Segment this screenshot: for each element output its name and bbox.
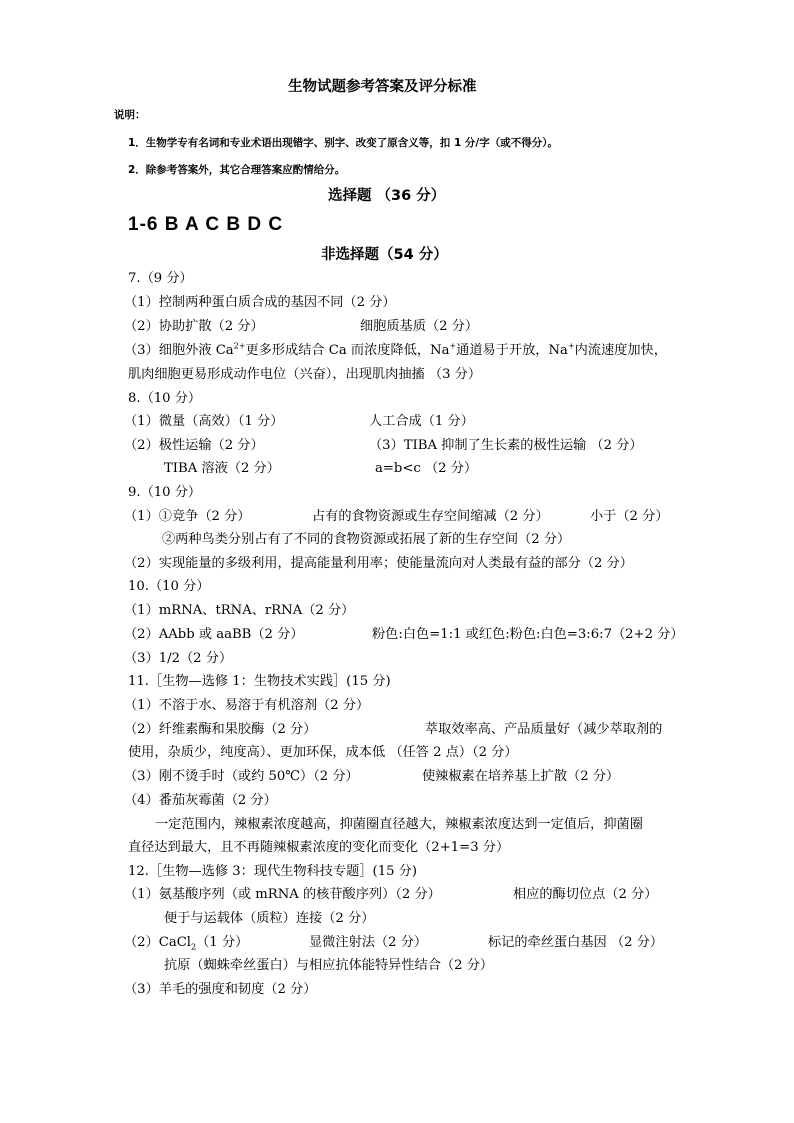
q10-heading: 10.（10 分） [128, 579, 210, 594]
q7-answer-3: （3）细胞外液 $Ca^{2+}$更多形成结合 Ca 而浓度降低，Na+通道易于开放，Na+内流速度加快， [124, 341, 667, 358]
q11-answer-2a: （2）纤维素酶和果胶酶（2 分） [124, 722, 317, 737]
note-2: 2．除参考答案外，其它合理答案应酌情给分。 [128, 164, 346, 176]
mc-answers: 1-6 B A C B D C [128, 214, 284, 235]
q9-answer-2: （2）实现能量的多级利用，提高能量利用率；使能量流向对人类最有益的部分（2 分） [124, 556, 633, 571]
q10-answer-2a: （2）AAbb 或 aaBB（2 分） [124, 627, 304, 642]
q10-answer-1: （1）mRNA、tRNA、rRNA（2 分） [124, 603, 355, 618]
q11-answer-3b: 使辣椒素在培养基上扩散（2 分） [422, 769, 620, 784]
q12-heading: 12.［生物—选修 3：现代生物科技专题］(15 分) [128, 864, 418, 879]
note-label: 说明： [114, 109, 146, 121]
q8-answer-1a: （1）微量（高效）（1 分） [124, 414, 284, 429]
q9-answer-1b: 占有的食物资源或生存空间缩减（2 分） [312, 509, 549, 524]
q11-answer-2c: 使用，杂质少，纯度高）、更加环保，成本低 （任答 2 点）（2 分） [128, 745, 518, 760]
q8-answer-1b: 人工合成（1 分） [369, 414, 474, 429]
q11-answer-6: 直径达到最大，且不再随辣椒素浓度的变化而变化（2+1=3 分） [128, 840, 510, 855]
non-mc-section-header: 非选择题（54 分） [321, 247, 448, 263]
q7-answer-3-cont: 肌肉细胞更易形成动作电位（兴奋），出现肌肉抽搐 （3 分） [128, 367, 482, 382]
q10-answer-2b: 粉色:白色=1:1 或红色:粉色:白色=3:6:7（2+2 分） [372, 627, 684, 642]
q8-answer-3: （3）TIBA 抑制了生长素的极性运输 （2 分） [369, 438, 643, 453]
q8-answer-4b: a=b<c （2 分） [375, 461, 478, 476]
q11-answer-5: 一定范围内，辣椒素浓度越高，抑菌圈直径越大，辣椒素浓度达到一定值后，抑菌圈 [155, 817, 643, 832]
q7-answer-2b: 细胞质基质（2 分） [360, 319, 479, 334]
q8-heading: 8.（10 分） [128, 391, 202, 406]
q8-answer-2a: （2）极性运输（2 分） [124, 438, 264, 453]
page-title: 生物试题参考答案及评分标准 [288, 79, 477, 95]
q11-answer-1: （1）不溶于水、易溶于有机溶剂（2 分） [124, 698, 370, 713]
q12-answer-2a: （2）CaCl$_2$（1 分） [124, 935, 249, 952]
q11-answer-4: （4）番茄灰霉菌（2 分） [124, 793, 277, 808]
q7-answer-2a: （2）协助扩散（2 分） [124, 319, 264, 334]
q12-answer-1a: （1）氨基酸序列（或 mRNA 的核苷酸序列）（2 分） [124, 887, 441, 902]
q12-answer-1c: 便于与运载体（质粒）连接（2 分） [164, 911, 375, 926]
q12-answer-3: （3）羊毛的强度和韧度（2 分） [124, 982, 317, 997]
q11-heading: 11.［生物—选修 1：生物技术实践］(15 分) [128, 674, 391, 689]
q12-answer-1b: 相应的酶切位点（2 分） [513, 887, 658, 902]
q12-answer-2b: 显微注射法（2 分） [309, 935, 428, 950]
q9-answer-1c: 小于（2 分） [590, 509, 669, 524]
q9-answer-1a: （1）①竞争（2 分） [124, 509, 251, 524]
q10-answer-3: （3）1/2（2 分） [124, 651, 233, 666]
note-1: 1．生物学专有名词和专业术语出现错字、别字、改变了原含义等，扣 1 分/字（或不得分）。 [128, 137, 559, 149]
q9-answer-1d: ②两种鸟类分别占有了不同的食物资源或拓展了新的生存空间（2 分） [162, 532, 571, 547]
q7-answer-1: （1）控制两种蛋白质合成的基因不同（2 分） [124, 295, 396, 310]
q8-answer-4a: TIBA 溶液（2 分） [164, 461, 280, 476]
q11-answer-2b: 萃取效率高、产品质量好（减少萃取剂的 [425, 722, 663, 737]
q7-heading: 7.（9 分） [128, 271, 193, 286]
q11-answer-3a: （3）刚不烫手时（或约 50℃）（2 分） [124, 769, 359, 784]
q9-heading: 9.（10 分） [128, 485, 202, 500]
q12-answer-2c: 标记的牵丝蛋白基因 （2 分） [488, 935, 664, 950]
q12-answer-2d: 抗原（蜘蛛牵丝蛋白）与相应抗体能特异性结合（2 分） [164, 958, 494, 973]
mc-section-header: 选择题 （36 分） [328, 188, 446, 204]
